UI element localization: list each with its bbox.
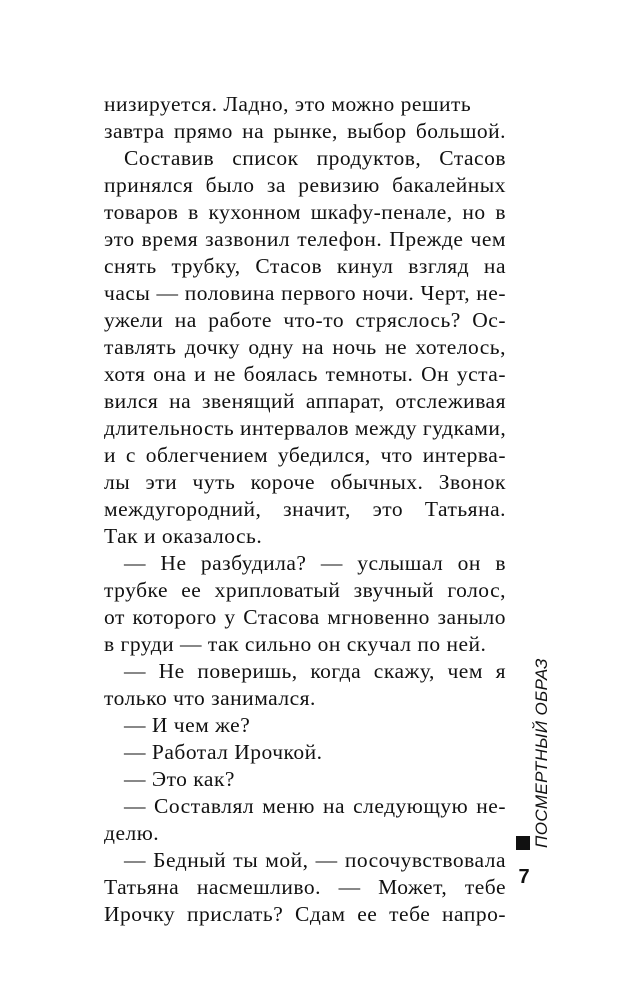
text-line: междугородний, значит, это Татьяна. (104, 497, 506, 521)
square-marker-icon (516, 836, 530, 850)
text-line: — Работал Ирочкой. (124, 740, 323, 764)
text-line: Татьяна насмешливо. — Может, тебе (104, 875, 506, 899)
text-line: — И чем же? (124, 713, 251, 737)
text-line: это время зазвонил телефон. Прежде чем (104, 227, 506, 251)
text-line: делю. (104, 821, 160, 845)
text-line: вился на звенящий аппарат, отслеживая (104, 389, 506, 413)
text-line: — Бедный ты мой, — посочувствовала (124, 848, 506, 872)
text-line: Составив список продуктов, Стасов (124, 146, 506, 170)
text-line: хотя она и не боялась темноты. Он уста- (104, 362, 506, 386)
text-line: длительность интервалов между гудками, (104, 416, 507, 440)
text-line: только что занимался. (104, 686, 316, 710)
text-line: — Составлял меню на следующую не- (124, 794, 506, 818)
running-title: ПОСМЕРТНЫЙ ОБРАЗ (532, 658, 551, 848)
text-line: — Это как? (124, 767, 235, 791)
text-line: трубке ее хрипловатый звучный голос, (104, 578, 506, 602)
page-number: 7 (518, 866, 530, 888)
text-line: лы эти чуть короче обычных. Звонок (104, 470, 506, 494)
text-line: тавлять дочку одну на ночь не хотелось, (104, 335, 506, 359)
text-line: товаров в кухонном шкафу-пенале, но в (104, 200, 506, 224)
text-line: часы — половина первого ночи. Черт, не- (104, 281, 506, 305)
text-line: — Не разбудила? — услышал он в (124, 551, 506, 575)
text-line: ужели на работе что-то стряслось? Ос- (104, 308, 506, 332)
text-line: и с облегчением убедился, что интерва- (104, 443, 506, 467)
text-line: низируется. Ладно, это можно решить (104, 92, 472, 116)
text-line: Ирочку прислать? Сдам ее тебе напро- (104, 902, 506, 926)
text-line: от которого у Стасова мгновенно заныло (104, 605, 506, 629)
text-line: снять трубку, Стасов кинул взгляд на (104, 254, 506, 278)
text-line: завтра прямо на рынке, выбор большой. (104, 119, 506, 143)
text-line: в груди — так сильно он скучал по ней. (104, 632, 487, 656)
text-line: — Не поверишь, когда скажу, чем я (124, 659, 506, 683)
text-line: Так и оказалось. (104, 524, 263, 548)
text-line: принялся было за ревизию бакалейных (104, 173, 506, 197)
